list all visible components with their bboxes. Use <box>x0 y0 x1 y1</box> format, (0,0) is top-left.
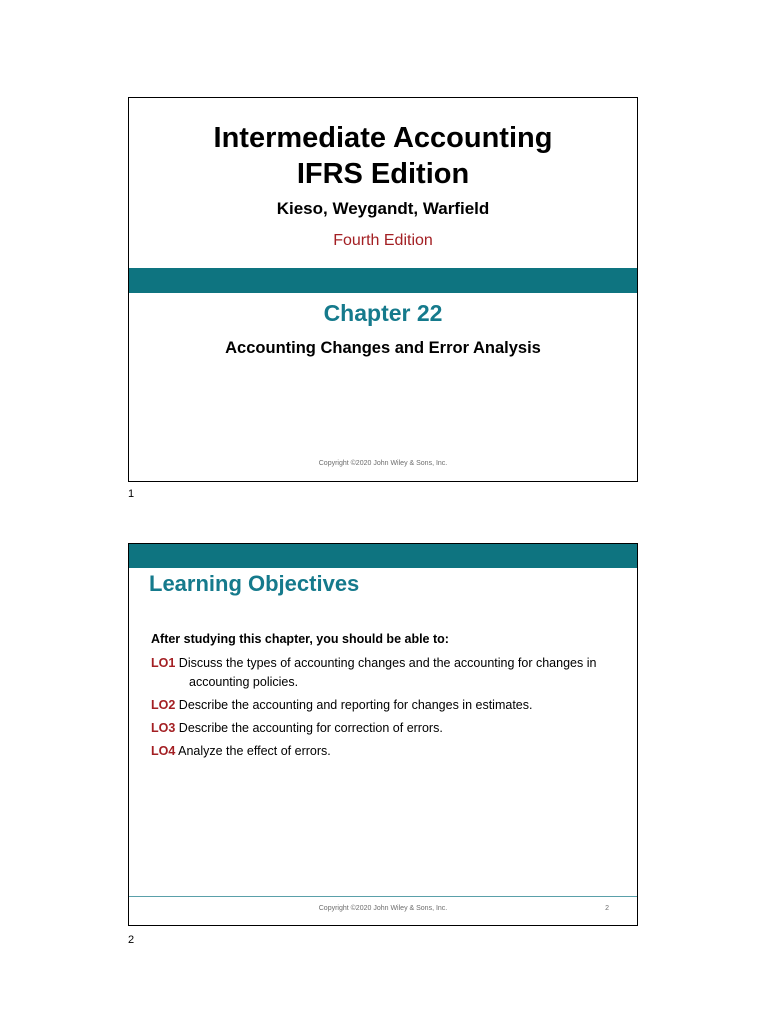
objective-item <box>151 696 611 715</box>
objective-text: Discuss the types of accounting changes and the accounting for changes in accounting policies. <box>178 656 597 689</box>
edition: Fourth Edition <box>333 232 433 249</box>
slide-number: 2 <box>605 905 609 912</box>
slide-heading: Learning Objectives <box>149 571 360 596</box>
learning-objectives-slide <box>128 543 638 926</box>
teal-band <box>129 544 637 568</box>
page-label: 2 <box>128 934 135 946</box>
objective-item <box>151 742 611 761</box>
objective-text: Analyze the effect of errors. <box>178 744 331 758</box>
objectives-list <box>151 654 611 765</box>
footer-divider <box>129 896 637 897</box>
authors: Kieso, Weygandt, Warfield <box>276 199 490 218</box>
objective-code: LO1 <box>151 656 176 670</box>
objective-item <box>151 654 611 692</box>
title-slide <box>128 97 638 482</box>
chapter-title: Accounting Changes and Error Analysis <box>225 339 541 357</box>
teal-band <box>129 268 637 293</box>
objective-text: Describe the accounting for correction of errors. <box>178 721 443 735</box>
page-label: 1 <box>128 488 135 500</box>
objective-text: Describe the accounting and reporting for changes in estimates. <box>178 698 533 712</box>
book-title <box>129 120 637 192</box>
book-title-line2: IFRS Edition <box>296 158 470 190</box>
copyright: Copyright ©2020 John Wiley & Sons, Inc. <box>318 460 448 467</box>
copyright: Copyright ©2020 John Wiley & Sons, Inc. <box>318 905 448 912</box>
objective-code: LO3 <box>151 721 176 735</box>
book-title-line1: Intermediate Accounting <box>213 122 553 154</box>
objective-code: LO2 <box>151 698 176 712</box>
objective-item <box>151 719 611 738</box>
chapter-number: Chapter 22 <box>323 300 443 326</box>
objective-code: LO4 <box>151 744 176 758</box>
objectives-intro: After studying this chapter, you should be able to: <box>151 632 449 646</box>
